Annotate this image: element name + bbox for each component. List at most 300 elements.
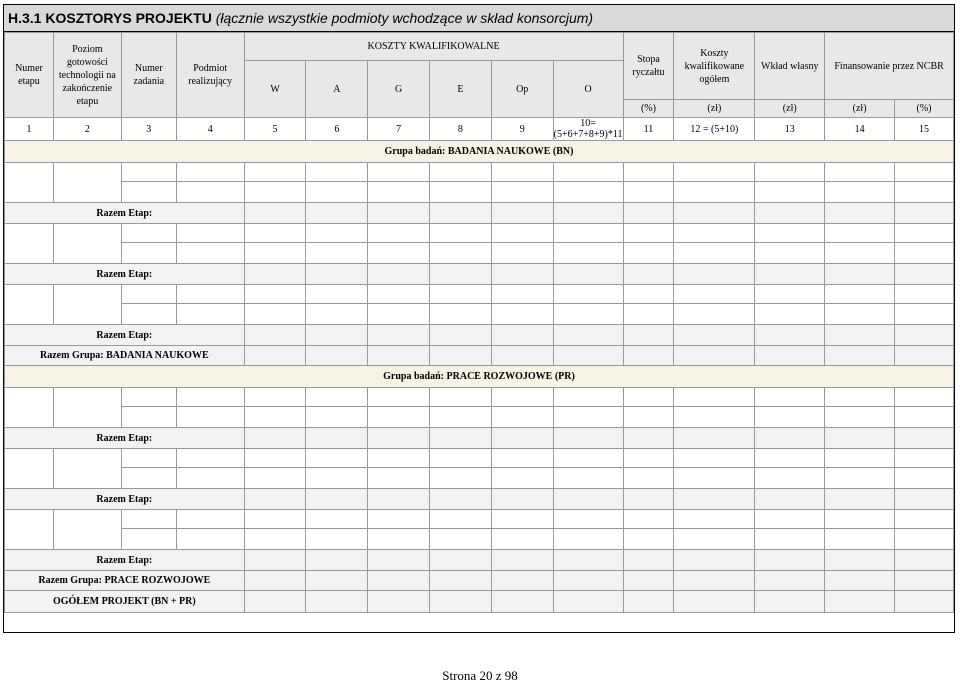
input-cell[interactable] bbox=[674, 407, 755, 428]
input-cell[interactable] bbox=[306, 182, 368, 203]
input-cell[interactable] bbox=[825, 407, 895, 428]
group-total-cell bbox=[755, 346, 825, 366]
stage-total-cell bbox=[368, 489, 430, 510]
unit-percent: (%) bbox=[623, 100, 674, 118]
input-cell[interactable] bbox=[895, 243, 954, 264]
stage-total-cell bbox=[623, 550, 674, 571]
column-numbers-row bbox=[5, 118, 954, 141]
header-numer-zadania: Numer zadania bbox=[121, 33, 176, 118]
project-total-cell bbox=[553, 591, 623, 613]
project-total-cell bbox=[244, 591, 306, 613]
input-cell[interactable] bbox=[491, 510, 553, 529]
stage-total-label: Razem Etap: bbox=[5, 264, 245, 285]
group-total-cell bbox=[623, 571, 674, 591]
column-number: 13 bbox=[755, 118, 825, 141]
unit-zl: (zł) bbox=[825, 100, 895, 118]
input-cell[interactable] bbox=[121, 285, 176, 304]
stage-total-cell bbox=[368, 264, 430, 285]
input-cell[interactable] bbox=[430, 182, 492, 203]
input-cell[interactable] bbox=[368, 182, 430, 203]
group-total-cell bbox=[430, 571, 492, 591]
input-cell[interactable] bbox=[121, 468, 176, 489]
input-cell[interactable] bbox=[176, 243, 244, 264]
group-total-cell bbox=[491, 571, 553, 591]
group-title: Grupa badań: PRACE ROZWOJOWE (PR) bbox=[5, 366, 954, 388]
input-cell[interactable] bbox=[121, 224, 176, 243]
input-cell[interactable] bbox=[674, 163, 755, 182]
input-cell[interactable] bbox=[553, 304, 623, 325]
input-cell[interactable] bbox=[306, 243, 368, 264]
cost-table bbox=[4, 32, 954, 613]
input-cell[interactable] bbox=[895, 407, 954, 428]
input-cell[interactable] bbox=[674, 449, 755, 468]
group-total-row bbox=[5, 346, 954, 366]
input-cell[interactable] bbox=[368, 388, 430, 407]
input-cell[interactable] bbox=[244, 182, 306, 203]
stage-total-label: Razem Etap: bbox=[5, 203, 245, 224]
trl-cell[interactable] bbox=[53, 449, 121, 489]
input-cell[interactable] bbox=[430, 304, 492, 325]
input-cell[interactable] bbox=[430, 510, 492, 529]
header-koszty-ogolem: Koszty kwalifikowane ogółem bbox=[674, 33, 755, 100]
input-cell[interactable] bbox=[674, 388, 755, 407]
stage-total-cell bbox=[674, 428, 755, 449]
input-cell[interactable] bbox=[491, 224, 553, 243]
column-number: 15 bbox=[895, 118, 954, 141]
input-cell[interactable] bbox=[491, 529, 553, 550]
input-cell[interactable] bbox=[306, 285, 368, 304]
input-cell[interactable] bbox=[825, 224, 895, 243]
stage-total-cell bbox=[553, 550, 623, 571]
group-title-row bbox=[5, 141, 954, 163]
input-cell[interactable] bbox=[895, 304, 954, 325]
stage-total-cell bbox=[674, 203, 755, 224]
input-cell[interactable] bbox=[306, 468, 368, 489]
input-cell[interactable] bbox=[755, 510, 825, 529]
group-total-cell bbox=[755, 571, 825, 591]
project-total-cell bbox=[825, 591, 895, 613]
unit-zl: (zł) bbox=[674, 100, 755, 118]
stage-total-cell bbox=[825, 203, 895, 224]
stage-total-row bbox=[5, 203, 954, 224]
stage-row bbox=[5, 304, 954, 325]
stage-number-cell[interactable] bbox=[5, 388, 54, 428]
input-cell[interactable] bbox=[368, 468, 430, 489]
column-number: 14 bbox=[825, 118, 895, 141]
stage-total-cell bbox=[244, 428, 306, 449]
column-number: 3 bbox=[121, 118, 176, 141]
input-cell[interactable] bbox=[244, 529, 306, 550]
input-cell[interactable] bbox=[121, 449, 176, 468]
trl-cell[interactable] bbox=[53, 224, 121, 264]
stage-total-cell bbox=[430, 325, 492, 346]
input-cell[interactable] bbox=[306, 224, 368, 243]
input-cell[interactable] bbox=[176, 182, 244, 203]
stage-total-cell bbox=[755, 203, 825, 224]
stage-total-cell bbox=[430, 428, 492, 449]
input-cell[interactable] bbox=[491, 163, 553, 182]
input-cell[interactable] bbox=[755, 224, 825, 243]
stage-total-cell bbox=[825, 550, 895, 571]
input-cell[interactable] bbox=[825, 529, 895, 550]
stage-total-cell bbox=[306, 428, 368, 449]
column-number: 9 bbox=[491, 118, 553, 141]
stage-total-cell bbox=[244, 325, 306, 346]
stage-total-cell bbox=[553, 264, 623, 285]
trl-cell[interactable] bbox=[53, 388, 121, 428]
input-cell[interactable] bbox=[895, 529, 954, 550]
stage-row bbox=[5, 449, 954, 468]
stage-total-label: Razem Etap: bbox=[5, 489, 245, 510]
stage-total-cell bbox=[491, 489, 553, 510]
input-cell[interactable] bbox=[244, 388, 306, 407]
input-cell[interactable] bbox=[176, 304, 244, 325]
input-cell[interactable] bbox=[491, 285, 553, 304]
group-total-cell bbox=[430, 346, 492, 366]
input-cell[interactable] bbox=[121, 529, 176, 550]
column-number: 10=(5+6+7+8+9)*11 bbox=[553, 118, 623, 140]
input-cell[interactable] bbox=[895, 182, 954, 203]
stage-row bbox=[5, 388, 954, 407]
header-koszty-kwalifikowalne: KOSZTY KWALIFIKOWALNE bbox=[244, 33, 623, 61]
stage-row bbox=[5, 182, 954, 203]
input-cell[interactable] bbox=[176, 285, 244, 304]
input-cell[interactable] bbox=[553, 163, 623, 182]
stage-total-cell bbox=[825, 325, 895, 346]
stage-total-cell bbox=[623, 203, 674, 224]
input-cell[interactable] bbox=[491, 468, 553, 489]
stage-total-row bbox=[5, 325, 954, 346]
input-cell[interactable] bbox=[176, 529, 244, 550]
input-cell[interactable] bbox=[176, 407, 244, 428]
stage-total-cell bbox=[825, 264, 895, 285]
input-cell[interactable] bbox=[553, 449, 623, 468]
stage-total-cell bbox=[368, 428, 430, 449]
input-cell[interactable] bbox=[244, 243, 306, 264]
stage-total-cell bbox=[895, 325, 954, 346]
stage-total-cell bbox=[674, 325, 755, 346]
input-cell[interactable] bbox=[825, 163, 895, 182]
input-cell[interactable] bbox=[368, 510, 430, 529]
group-total-cell bbox=[491, 346, 553, 366]
stage-row bbox=[5, 468, 954, 489]
input-cell[interactable] bbox=[895, 285, 954, 304]
stage-number-cell[interactable] bbox=[5, 163, 54, 203]
input-cell[interactable] bbox=[623, 388, 674, 407]
stage-total-cell bbox=[623, 489, 674, 510]
input-cell[interactable] bbox=[121, 163, 176, 182]
input-cell[interactable] bbox=[623, 510, 674, 529]
input-cell[interactable] bbox=[430, 449, 492, 468]
input-cell[interactable] bbox=[121, 182, 176, 203]
group-title-row bbox=[5, 366, 954, 388]
input-cell[interactable] bbox=[430, 163, 492, 182]
group-total-label: Razem Grupa: BADANIA NAUKOWE bbox=[5, 346, 245, 366]
input-cell[interactable] bbox=[491, 182, 553, 203]
input-cell[interactable] bbox=[176, 468, 244, 489]
header-g: G bbox=[368, 61, 430, 118]
input-cell[interactable] bbox=[623, 224, 674, 243]
input-cell[interactable] bbox=[553, 388, 623, 407]
group-total-cell bbox=[244, 571, 306, 591]
stage-number-cell[interactable] bbox=[5, 449, 54, 489]
stage-total-cell bbox=[755, 489, 825, 510]
input-cell[interactable] bbox=[244, 224, 306, 243]
group-total-cell bbox=[825, 571, 895, 591]
input-cell[interactable] bbox=[623, 182, 674, 203]
input-cell[interactable] bbox=[623, 163, 674, 182]
stage-total-cell bbox=[306, 489, 368, 510]
input-cell[interactable] bbox=[895, 224, 954, 243]
input-cell[interactable] bbox=[895, 449, 954, 468]
stage-total-cell bbox=[306, 203, 368, 224]
input-cell[interactable] bbox=[825, 182, 895, 203]
input-cell[interactable] bbox=[553, 407, 623, 428]
group-total-cell bbox=[306, 571, 368, 591]
input-cell[interactable] bbox=[553, 285, 623, 304]
input-cell[interactable] bbox=[306, 407, 368, 428]
input-cell[interactable] bbox=[244, 304, 306, 325]
stage-number-cell[interactable] bbox=[5, 224, 54, 264]
group-total-cell bbox=[895, 346, 954, 366]
header-w: W bbox=[244, 61, 306, 118]
trl-cell[interactable] bbox=[53, 510, 121, 550]
stage-total-cell bbox=[895, 489, 954, 510]
header-podmiot: Podmiot realizujący bbox=[176, 33, 244, 118]
input-cell[interactable] bbox=[623, 449, 674, 468]
section-title bbox=[4, 5, 954, 32]
column-number: 8 bbox=[430, 118, 492, 141]
input-cell[interactable] bbox=[553, 182, 623, 203]
stage-total-label: Razem Etap: bbox=[5, 428, 245, 449]
stage-total-cell bbox=[623, 325, 674, 346]
input-cell[interactable] bbox=[553, 510, 623, 529]
input-cell[interactable] bbox=[674, 224, 755, 243]
stage-total-cell bbox=[674, 264, 755, 285]
input-cell[interactable] bbox=[553, 529, 623, 550]
header-stopa: Stopa ryczałtu bbox=[623, 33, 674, 100]
input-cell[interactable] bbox=[121, 407, 176, 428]
stage-total-row bbox=[5, 550, 954, 571]
input-cell[interactable] bbox=[623, 243, 674, 264]
stage-total-cell bbox=[491, 264, 553, 285]
input-cell[interactable] bbox=[244, 468, 306, 489]
input-cell[interactable] bbox=[306, 304, 368, 325]
input-cell[interactable] bbox=[368, 407, 430, 428]
group-total-cell bbox=[895, 571, 954, 591]
input-cell[interactable] bbox=[755, 407, 825, 428]
input-cell[interactable] bbox=[306, 510, 368, 529]
input-cell[interactable] bbox=[825, 304, 895, 325]
project-total-label: OGÓŁEM PROJEKT (BN + PR) bbox=[5, 591, 245, 613]
input-cell[interactable] bbox=[825, 449, 895, 468]
input-cell[interactable] bbox=[755, 163, 825, 182]
input-cell[interactable] bbox=[674, 510, 755, 529]
title-italic: (łącznie wszystkie podmioty wchodzące w skład konsorcjum) bbox=[215, 10, 594, 26]
stage-total-cell bbox=[553, 325, 623, 346]
stage-total-cell bbox=[755, 325, 825, 346]
input-cell[interactable] bbox=[244, 163, 306, 182]
stage-total-cell bbox=[895, 264, 954, 285]
input-cell[interactable] bbox=[674, 304, 755, 325]
input-cell[interactable] bbox=[368, 163, 430, 182]
input-cell[interactable] bbox=[755, 304, 825, 325]
stage-row bbox=[5, 243, 954, 264]
input-cell[interactable] bbox=[121, 243, 176, 264]
input-cell[interactable] bbox=[755, 388, 825, 407]
input-cell[interactable] bbox=[176, 163, 244, 182]
input-cell[interactable] bbox=[430, 468, 492, 489]
stage-total-cell bbox=[306, 264, 368, 285]
input-cell[interactable] bbox=[825, 285, 895, 304]
stage-total-cell bbox=[306, 325, 368, 346]
group-title: Grupa badań: BADANIA NAUKOWE (BN) bbox=[5, 141, 954, 163]
input-cell[interactable] bbox=[430, 243, 492, 264]
input-cell[interactable] bbox=[430, 529, 492, 550]
project-total-cell bbox=[755, 591, 825, 613]
input-cell[interactable] bbox=[306, 449, 368, 468]
input-cell[interactable] bbox=[755, 243, 825, 264]
input-cell[interactable] bbox=[755, 468, 825, 489]
group-total-label: Razem Grupa: PRACE ROZWOJOWE bbox=[5, 571, 245, 591]
input-cell[interactable] bbox=[244, 407, 306, 428]
stage-row bbox=[5, 407, 954, 428]
input-cell[interactable] bbox=[895, 510, 954, 529]
column-number: 1 bbox=[5, 118, 54, 141]
project-total-cell bbox=[430, 591, 492, 613]
group-total-cell bbox=[553, 346, 623, 366]
input-cell[interactable] bbox=[623, 529, 674, 550]
input-cell[interactable] bbox=[623, 407, 674, 428]
input-cell[interactable] bbox=[553, 468, 623, 489]
stage-total-cell bbox=[623, 264, 674, 285]
input-cell[interactable] bbox=[368, 285, 430, 304]
column-number: 2 bbox=[53, 118, 121, 141]
stage-total-cell bbox=[430, 550, 492, 571]
input-cell[interactable] bbox=[368, 224, 430, 243]
input-cell[interactable] bbox=[491, 449, 553, 468]
input-cell[interactable] bbox=[121, 388, 176, 407]
stage-total-cell bbox=[825, 489, 895, 510]
input-cell[interactable] bbox=[176, 449, 244, 468]
stage-total-cell bbox=[553, 428, 623, 449]
stage-total-label: Razem Etap: bbox=[5, 550, 245, 571]
input-cell[interactable] bbox=[623, 468, 674, 489]
group-total-cell bbox=[368, 346, 430, 366]
input-cell[interactable] bbox=[306, 388, 368, 407]
input-cell[interactable] bbox=[430, 388, 492, 407]
input-cell[interactable] bbox=[553, 224, 623, 243]
input-cell[interactable] bbox=[368, 449, 430, 468]
input-cell[interactable] bbox=[244, 449, 306, 468]
header-op: Op bbox=[491, 61, 553, 118]
project-total-cell bbox=[368, 591, 430, 613]
input-cell[interactable] bbox=[430, 224, 492, 243]
input-cell[interactable] bbox=[825, 243, 895, 264]
project-total-row bbox=[5, 591, 954, 613]
input-cell[interactable] bbox=[491, 388, 553, 407]
stage-total-row bbox=[5, 264, 954, 285]
page-number: Strona 20 z 98 bbox=[442, 668, 518, 683]
input-cell[interactable] bbox=[755, 182, 825, 203]
stage-number-cell[interactable] bbox=[5, 285, 54, 325]
stage-row bbox=[5, 510, 954, 529]
input-cell[interactable] bbox=[121, 510, 176, 529]
stage-total-cell bbox=[674, 489, 755, 510]
group-total-cell bbox=[553, 571, 623, 591]
stage-total-cell bbox=[755, 264, 825, 285]
input-cell[interactable] bbox=[825, 510, 895, 529]
input-cell[interactable] bbox=[368, 243, 430, 264]
input-cell[interactable] bbox=[368, 304, 430, 325]
stage-total-cell bbox=[755, 428, 825, 449]
column-number: 11 bbox=[623, 118, 674, 141]
project-total-cell bbox=[306, 591, 368, 613]
stage-row bbox=[5, 224, 954, 243]
project-total-cell bbox=[623, 591, 674, 613]
stage-total-cell bbox=[553, 203, 623, 224]
trl-cell[interactable] bbox=[53, 285, 121, 325]
input-cell[interactable] bbox=[674, 182, 755, 203]
input-cell[interactable] bbox=[306, 529, 368, 550]
input-cell[interactable] bbox=[121, 304, 176, 325]
input-cell[interactable] bbox=[176, 224, 244, 243]
header-a: A bbox=[306, 61, 368, 118]
stage-row bbox=[5, 163, 954, 182]
input-cell[interactable] bbox=[430, 285, 492, 304]
input-cell[interactable] bbox=[895, 468, 954, 489]
input-cell[interactable] bbox=[895, 163, 954, 182]
input-cell[interactable] bbox=[755, 449, 825, 468]
input-cell[interactable] bbox=[306, 163, 368, 182]
header-o: O bbox=[553, 61, 623, 118]
stage-number-cell[interactable] bbox=[5, 510, 54, 550]
stage-total-cell bbox=[553, 489, 623, 510]
input-cell[interactable] bbox=[368, 529, 430, 550]
input-cell[interactable] bbox=[244, 510, 306, 529]
input-cell[interactable] bbox=[491, 407, 553, 428]
unit-zl: (zł) bbox=[755, 100, 825, 118]
input-cell[interactable] bbox=[674, 529, 755, 550]
stage-total-cell bbox=[368, 203, 430, 224]
input-cell[interactable] bbox=[176, 510, 244, 529]
column-number: 4 bbox=[176, 118, 244, 141]
input-cell[interactable] bbox=[244, 285, 306, 304]
stage-total-cell bbox=[491, 325, 553, 346]
input-cell[interactable] bbox=[176, 388, 244, 407]
input-cell[interactable] bbox=[623, 304, 674, 325]
input-cell[interactable] bbox=[430, 407, 492, 428]
group-total-cell bbox=[306, 346, 368, 366]
unit-percent: (%) bbox=[895, 100, 954, 118]
input-cell[interactable] bbox=[895, 388, 954, 407]
input-cell[interactable] bbox=[674, 285, 755, 304]
project-total-cell bbox=[895, 591, 954, 613]
input-cell[interactable] bbox=[491, 304, 553, 325]
input-cell[interactable] bbox=[755, 285, 825, 304]
input-cell[interactable] bbox=[491, 243, 553, 264]
input-cell[interactable] bbox=[674, 468, 755, 489]
input-cell[interactable] bbox=[825, 468, 895, 489]
input-cell[interactable] bbox=[825, 388, 895, 407]
trl-cell[interactable] bbox=[53, 163, 121, 203]
stage-total-cell bbox=[430, 264, 492, 285]
input-cell[interactable] bbox=[755, 529, 825, 550]
input-cell[interactable] bbox=[623, 285, 674, 304]
input-cell[interactable] bbox=[674, 243, 755, 264]
column-number: 6 bbox=[306, 118, 368, 141]
input-cell[interactable] bbox=[553, 243, 623, 264]
